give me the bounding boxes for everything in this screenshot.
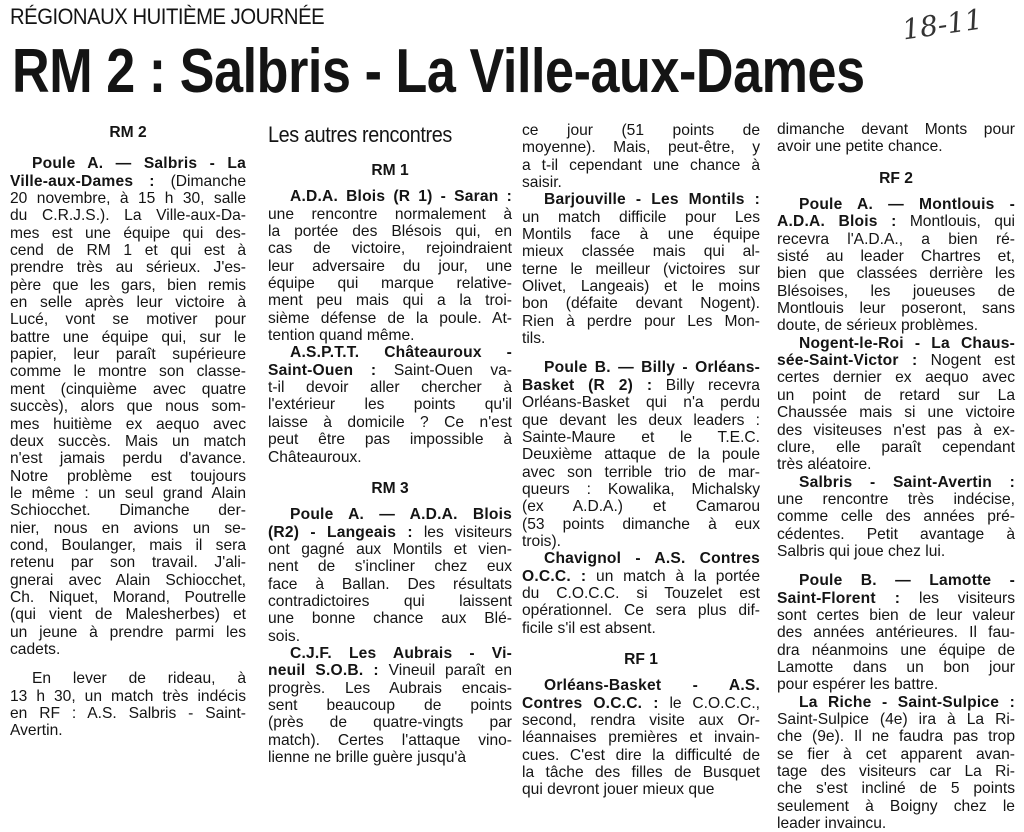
text-line: cend de RM 1 et qui est à	[10, 242, 246, 260]
text-line: contradictoires qui laissent	[268, 592, 512, 610]
article-paragraph	[777, 694, 1015, 832]
article-headline: RM 2 : Salbris - La Ville-aux-Dames	[12, 37, 865, 106]
article-paragraph	[522, 677, 760, 798]
text-line: queurs : Kowalika, Michalsky	[522, 480, 760, 498]
column-1	[10, 122, 246, 740]
match-title: Contres O.C.C. :	[522, 694, 659, 712]
match-title: O.C.C. :	[522, 567, 587, 585]
text-line: cadets.	[10, 640, 61, 658]
match-title: Saint-Florent :	[777, 589, 901, 607]
article-paragraph	[268, 645, 512, 766]
text-line	[777, 213, 1015, 230]
text-line: mes est une équipe qui des-	[10, 224, 246, 242]
text-line: pour espérer les battre.	[777, 676, 939, 694]
text-line: en selle après leur victoire à	[10, 294, 246, 312]
text-line: bon (défaite devant Nogent).	[522, 295, 760, 313]
text-line	[268, 506, 512, 523]
match-title: Saint-Ouen :	[268, 361, 377, 379]
text-line: saisir.	[522, 174, 562, 192]
text-line: un point de retard sur La	[777, 386, 1015, 404]
text-line: t-il devoir aller chercher à	[268, 379, 512, 397]
match-title: A.S.P.T.T. Châteauroux -	[290, 344, 512, 362]
text-line: tage des visiteurs car La Ri-	[777, 763, 1015, 781]
text-line: avec son terrible trio de mar-	[522, 463, 760, 481]
text-line: du C.O.C.C. si Touzelet est	[522, 584, 760, 602]
text-line: Orléans-Basket qui n'a perdu	[522, 394, 760, 412]
text-line: a t-il cependant une chance à	[522, 156, 760, 174]
text-line	[522, 191, 760, 208]
article-paragraph	[777, 572, 1015, 693]
text-line: papier, leur paraît supérieure	[10, 346, 246, 364]
match-title: A.D.A. Blois :	[777, 213, 897, 231]
text-line	[777, 694, 1015, 711]
text-line: (qui vient de Malesherbes) et	[10, 606, 246, 624]
line-text: Billy recevra	[652, 376, 760, 394]
text-line: recevra l'A.D.A., a bien ré-	[777, 230, 1015, 248]
text-line: Rien à perdre pour Les Mon-	[522, 312, 760, 330]
text-line	[777, 590, 1015, 607]
section-heading: RM 2	[109, 124, 147, 141]
text-line: Salbris qui joue chez lui.	[777, 542, 946, 560]
line-text: Montlouis, qui	[896, 213, 1015, 231]
text-line: En lever de rideau, à	[32, 670, 246, 688]
text-line: avoir une petite chance.	[777, 138, 943, 156]
text-line	[268, 362, 512, 379]
text-line: terne le meilleur (victoires sur	[522, 260, 760, 278]
text-line: Blésoises, les joueuses de	[777, 282, 1015, 300]
text-line: ont gagné aux Montils et vien-	[268, 540, 512, 558]
line-text: les visiteurs	[900, 589, 1016, 607]
section-heading: RM 3	[371, 479, 409, 497]
match-title: Barjouville - Les Montils :	[544, 191, 760, 209]
text-line: progrès. Les Aubrais encais-	[268, 679, 512, 697]
text-line: seulement à Boigny chez le	[777, 797, 1015, 815]
text-line	[268, 524, 512, 541]
text-line: dimanche devant Monts pour	[777, 121, 1015, 138]
text-line: face à Ballan. Des résultats	[268, 575, 512, 593]
text-line: succès), alors que nous som-	[10, 398, 246, 416]
text-line: trois).	[522, 532, 561, 550]
match-title: C.J.F. Les Aubrais - Vi-	[290, 644, 512, 662]
match-title: Poule A. — Salbris - La	[32, 155, 246, 173]
text-line	[268, 662, 512, 679]
text-line: sième défense de la poule. At-	[268, 309, 512, 327]
article-paragraph	[522, 359, 760, 550]
match-title: La Riche - Saint-Sulpice :	[799, 693, 1015, 711]
text-line: (ex A.D.A.) et Camarou	[522, 498, 760, 516]
text-line: peut être pas impossible à	[268, 431, 512, 449]
line-text: Saint-Ouen va-	[376, 361, 512, 379]
line-text: Nogent est	[917, 352, 1015, 370]
text-line	[268, 188, 512, 205]
text-line: du C.R.J.S.). La Ville-aux-Da-	[10, 207, 246, 225]
text-line: Sainte-Maure et le T.E.C.	[522, 428, 760, 446]
text-line	[10, 155, 246, 172]
text-line: en RF : A.S. Salbris - Saint-	[10, 705, 246, 722]
text-line: battre une équipe qui, sur le	[10, 328, 246, 346]
text-line: une rencontre normalement à	[268, 205, 512, 223]
text-line: clure, elle paraît cependant	[777, 438, 1015, 456]
text-line: nier, nous en avions un se-	[10, 519, 246, 537]
text-line: très aléatoire.	[777, 456, 872, 474]
line-text: (Dimanche	[154, 172, 246, 190]
text-line: comme le montre son classe-	[10, 363, 246, 381]
text-line: un match difficile pour Les	[522, 208, 760, 226]
text-line: sont certes bien de leur valeur	[777, 606, 1015, 624]
match-title: Ville-aux-Dames :	[10, 172, 155, 190]
article-paragraph	[10, 670, 246, 739]
column-title: Les autres rencontres	[268, 122, 452, 147]
text-line: l'extérieur les points qu'il	[268, 396, 512, 414]
text-line	[268, 645, 512, 662]
text-line: la portée des Blésois qui, en	[268, 223, 512, 241]
match-title: Nogent-le-Roi - La Chaus-	[799, 334, 1015, 352]
text-line: gnerai avec Alain Schiocchet,	[10, 571, 246, 589]
match-title: Poule B. — Lamotte -	[799, 572, 1015, 590]
text-line: équipe qui marque relative-	[268, 275, 512, 293]
text-line: ficile s'il est absent.	[522, 619, 656, 637]
match-title: Chavignol - A.S. Contres	[544, 550, 760, 568]
article-paragraph	[777, 474, 1015, 561]
article-paragraph	[268, 188, 512, 344]
text-line: sent beaucoup de points	[268, 696, 512, 714]
text-line: comme celle des années pré-	[777, 508, 1015, 526]
text-line	[777, 196, 1015, 213]
text-line: un jeune à prendre parmi les	[10, 623, 246, 641]
text-line	[777, 352, 1015, 369]
text-line: Lucé, vont se motiver pour	[10, 311, 246, 329]
column-3	[522, 122, 760, 799]
text-line: leader invaincu.	[777, 815, 887, 832]
text-line	[10, 173, 246, 190]
text-line: la tâche des filles de Busquet	[522, 764, 760, 782]
text-line: retenu par son travail. J'ali-	[10, 554, 246, 572]
text-line	[522, 568, 760, 585]
text-line: doute, de sérieux problèmes.	[777, 317, 979, 335]
text-line: Olivet, Langeais) et le moins	[522, 278, 760, 296]
text-line: sisté au leader Chartres et,	[777, 248, 1015, 266]
match-title: (R2) - Langeais :	[268, 523, 413, 541]
text-line: le même : un seul grand Alain	[10, 484, 246, 502]
text-line: ment (cinquième avec quatre	[10, 380, 246, 398]
column-2	[268, 122, 512, 766]
text-line	[522, 359, 760, 376]
text-line	[522, 550, 760, 567]
match-title: sée-Saint-Victor :	[777, 352, 918, 370]
section-heading: RF 1	[624, 650, 658, 668]
text-line	[268, 344, 512, 361]
text-line: sois.	[268, 627, 301, 645]
match-title: Salbris - Saint-Avertin :	[799, 473, 1015, 491]
text-line: Lamotte dans un bon jour	[777, 658, 1015, 676]
text-line: cédentes. Petit avantage à	[777, 525, 1015, 543]
text-line: ce jour (51 points de	[522, 122, 760, 139]
text-line: Schiocchet. Dimanche der-	[10, 502, 246, 520]
text-line: Notre problème est toujours	[10, 467, 246, 485]
handwritten-date-note: 18-11	[900, 2, 985, 47]
text-line	[522, 695, 760, 712]
text-line: des visiteuses n'est pas à ex-	[777, 421, 1015, 439]
text-line: Deuxième attaque de la poule	[522, 446, 760, 464]
text-line	[777, 474, 1015, 491]
text-line: (près de quatre-vingts par	[268, 714, 512, 732]
text-line: nent de s'incliner chez eux	[268, 558, 512, 576]
match-title: A.D.A. Blois (R 1) - Saran :	[290, 188, 512, 206]
text-line: léannaises premières et invain-	[522, 729, 760, 747]
article-kicker: RÉGIONAUX HUITIÈME JOURNÉE	[10, 4, 325, 29]
text-line: n'est jamais perdu d'avance.	[10, 450, 246, 468]
article-paragraph	[522, 122, 760, 191]
text-line: deux succès. Mais un match	[10, 432, 246, 450]
text-line: Ch. Niquet, Morand, Poutrelle	[10, 588, 246, 606]
text-line: Chaussée mais si une victoire	[777, 404, 1015, 422]
text-line: prendre très au sérieux. J'es-	[10, 259, 246, 277]
match-title: Poule A. — Montlouis -	[799, 196, 1015, 214]
text-line: mieux classée mais qui al-	[522, 243, 760, 261]
text-line: Saint-Sulpice (4e) ira à La Ri-	[777, 711, 1015, 728]
article-paragraph	[522, 550, 760, 637]
text-line: lienne ne brille guère jusqu'à	[268, 749, 467, 766]
text-line: second, rendra visite aux Or-	[522, 712, 760, 729]
line-text: Vineuil paraît en	[378, 662, 513, 680]
article-paragraph	[522, 191, 760, 347]
article-paragraph	[268, 506, 512, 645]
text-line: des années antérieures. Il fau-	[777, 624, 1015, 642]
text-line: moyenne). Mais, peut-être, y	[522, 139, 760, 157]
match-title: Poule B. — Billy - Orléans-	[544, 359, 760, 377]
text-line: (53 points dimanche à eux	[522, 515, 760, 533]
text-line: que devant les deux leaders :	[522, 411, 760, 429]
match-title: Orléans-Basket - A.S.	[544, 677, 760, 695]
text-line	[522, 377, 760, 394]
text-line: tils.	[522, 330, 546, 348]
text-line: certes dernier ex aequo avec	[777, 369, 1015, 387]
text-line: che s'est incliné de 5 points	[777, 780, 1015, 798]
text-line	[522, 677, 760, 694]
text-line: cond, Boulanger, mais il sera	[10, 536, 246, 554]
article-paragraph	[268, 344, 512, 465]
text-line	[777, 572, 1015, 589]
match-title: neuil S.O.B. :	[268, 662, 379, 680]
text-line: une rencontre très indécise,	[777, 490, 1015, 508]
text-line: opérationnel. Ce sera plus dif-	[522, 602, 760, 620]
text-line: laisse à domicile ? Ce n'est	[268, 413, 512, 431]
text-line: tention quand même.	[268, 327, 415, 345]
text-line: 20 novembre, à 15 h 30, salle	[10, 190, 246, 208]
text-line: che (9e). Il ne faudra pas trop	[777, 728, 1015, 746]
section-heading: RM 1	[371, 162, 409, 179]
text-line: bien que classées derrière les	[777, 265, 1015, 283]
article-paragraph	[777, 196, 1015, 335]
line-text: un match à la portée	[586, 567, 760, 585]
article-paragraph	[777, 121, 1015, 156]
text-line: qui devront jouer mieux que	[522, 781, 715, 799]
text-line: mes huitième ex aequo avec	[10, 415, 246, 433]
text-line: 13 h 30, un match très indécis	[10, 687, 246, 705]
text-line: Avertin.	[10, 722, 63, 740]
text-line: ment peu mais qui a la troi-	[268, 292, 512, 310]
match-title: Poule A. — A.D.A. Blois	[290, 506, 512, 524]
article-paragraph	[10, 155, 246, 658]
text-line: leur adversaire du jour, une	[268, 257, 512, 275]
match-title: Basket (R 2) :	[522, 376, 653, 394]
line-text: les visiteurs	[412, 523, 513, 541]
text-line: Châteauroux.	[268, 448, 362, 466]
text-line: Montils face à une équipe	[522, 226, 760, 244]
article-paragraph	[777, 335, 1015, 474]
section-heading: RF 2	[879, 169, 913, 187]
text-line	[777, 335, 1015, 352]
text-line: cas de victoire, rejoindraient	[268, 240, 512, 258]
text-line: cues. C'est dire la difficulté de	[522, 746, 760, 764]
text-line: match). Certes l'attaque vino-	[268, 731, 512, 749]
text-line: se fier à cet apparent avan-	[777, 745, 1015, 763]
line-text: le C.O.C.C.,	[658, 694, 760, 712]
text-line: père que les gars, bien remis	[10, 276, 246, 294]
text-line: Montlouis leur poseront, sans	[777, 300, 1015, 318]
text-line: dra néanmoins une équipe de	[777, 641, 1015, 659]
text-line: une bonne chance aux Blé-	[268, 610, 512, 628]
column-4	[777, 121, 1015, 832]
